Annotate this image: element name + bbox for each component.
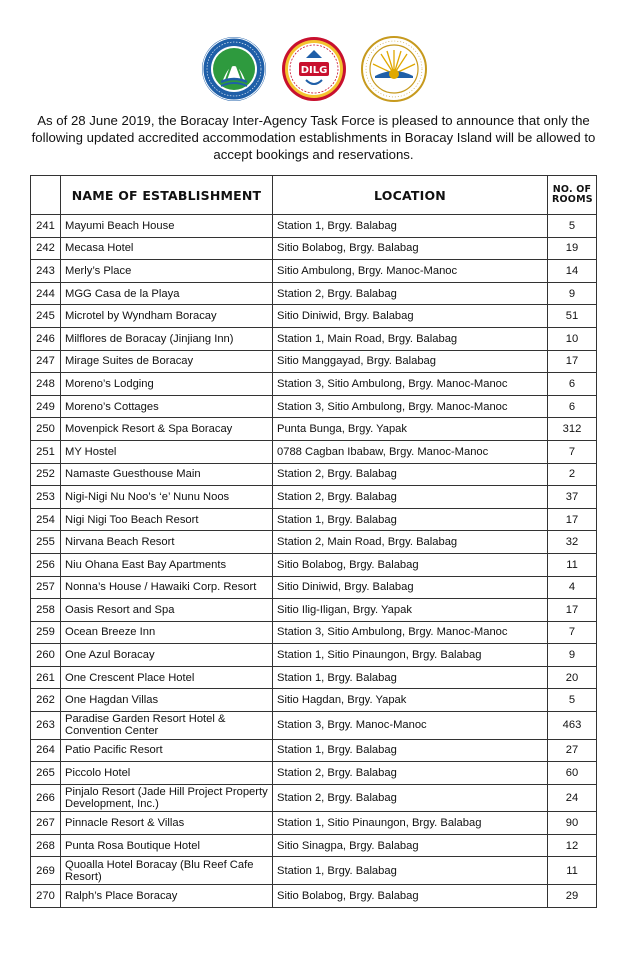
location-cell: Station 1, Brgy. Balabag xyxy=(273,666,548,689)
table-row xyxy=(31,599,597,622)
table-row xyxy=(31,621,597,644)
rooms-count-cell: 312 xyxy=(548,418,597,441)
rooms-count-cell: 5 xyxy=(548,215,597,238)
table-row xyxy=(31,327,597,350)
table-row xyxy=(31,689,597,712)
row-number-cell: 265 xyxy=(31,762,61,785)
row-number-cell: 269 xyxy=(31,857,61,885)
name-column-header: NAME OF ESTABLISHMENT xyxy=(61,176,273,215)
table-row xyxy=(31,440,597,463)
row-number-cell: 270 xyxy=(31,884,61,907)
table-row xyxy=(31,531,597,554)
rooms-count-cell: 463 xyxy=(548,712,597,740)
establishment-name-cell: MGG Casa de la Playa xyxy=(61,282,273,305)
table-row xyxy=(31,712,597,740)
row-number-cell: 262 xyxy=(31,689,61,712)
location-cell: Station 2, Brgy. Balabag xyxy=(273,762,548,785)
rooms-count-cell: 27 xyxy=(548,739,597,762)
rooms-count-cell: 6 xyxy=(548,395,597,418)
location-cell: Sitio Bolabog, Brgy. Balabag xyxy=(273,884,548,907)
row-number-cell: 268 xyxy=(31,834,61,857)
table-row xyxy=(31,350,597,373)
establishment-name-cell: Microtel by Wyndham Boracay xyxy=(61,305,273,328)
table-row xyxy=(31,812,597,835)
table-row xyxy=(31,739,597,762)
location-cell: Sitio Hagdan, Brgy. Yapak xyxy=(273,689,548,712)
establishment-name-cell: Pinjalo Resort (Jade Hill Project Property Development, Inc.) xyxy=(61,784,273,812)
rooms-column-header xyxy=(548,176,597,215)
rooms-count-cell: 32 xyxy=(548,531,597,554)
rooms-header-line2: ROOMS xyxy=(552,194,593,205)
establishment-name-cell: Ralph’s Place Boracay xyxy=(61,884,273,907)
establishment-name-cell: Nigi-Nigi Nu Noo’s ‘e’ Nunu Noos xyxy=(61,486,273,509)
establishment-name-cell: Mecasa Hotel xyxy=(61,237,273,260)
table-body xyxy=(31,215,597,908)
location-cell: Sitio Manggayad, Brgy. Balabag xyxy=(273,350,548,373)
location-cell: Station 1, Sitio Pinaungon, Brgy. Balabag xyxy=(273,812,548,835)
establishment-name-cell: One Crescent Place Hotel xyxy=(61,666,273,689)
row-number-cell: 255 xyxy=(31,531,61,554)
location-cell: Sitio Sinagpa, Brgy. Balabag xyxy=(273,834,548,857)
row-number-cell: 259 xyxy=(31,621,61,644)
row-number-cell: 251 xyxy=(31,440,61,463)
row-number-cell: 263 xyxy=(31,712,61,740)
row-number-cell: 247 xyxy=(31,350,61,373)
location-cell: Sitio Bolabog, Brgy. Balabag xyxy=(273,553,548,576)
establishment-name-cell: One Hagdan Villas xyxy=(61,689,273,712)
row-number-cell: 249 xyxy=(31,395,61,418)
table-row xyxy=(31,215,597,238)
establishment-name-cell: Movenpick Resort & Spa Boracay xyxy=(61,418,273,441)
establishment-name-cell: Nonna’s House / Hawaiki Corp. Resort xyxy=(61,576,273,599)
rooms-count-cell: 24 xyxy=(548,784,597,812)
location-cell: Station 3, Sitio Ambulong, Brgy. Manoc-Manoc xyxy=(273,373,548,396)
table-row xyxy=(31,237,597,260)
table-row xyxy=(31,282,597,305)
table-row xyxy=(31,884,597,907)
establishment-name-cell: Oasis Resort and Spa xyxy=(61,599,273,622)
table-row xyxy=(31,508,597,531)
rooms-count-cell: 12 xyxy=(548,834,597,857)
row-number-cell: 245 xyxy=(31,305,61,328)
row-number-cell: 254 xyxy=(31,508,61,531)
table-row xyxy=(31,395,597,418)
location-cell: Station 3, Sitio Ambulong, Brgy. Manoc-Manoc xyxy=(273,621,548,644)
rooms-count-cell: 29 xyxy=(548,884,597,907)
table-row xyxy=(31,305,597,328)
location-cell: Station 1, Brgy. Balabag xyxy=(273,857,548,885)
rooms-count-cell: 2 xyxy=(548,463,597,486)
logo-row xyxy=(0,36,627,104)
location-cell: Station 2, Brgy. Balabag xyxy=(273,784,548,812)
dilg-logo-text: DILG xyxy=(300,65,328,76)
establishment-name-cell: MY Hostel xyxy=(61,440,273,463)
rooms-count-cell: 7 xyxy=(548,621,597,644)
table-row xyxy=(31,463,597,486)
rooms-count-cell: 37 xyxy=(548,486,597,509)
row-number-cell: 253 xyxy=(31,486,61,509)
establishment-name-cell: Paradise Garden Resort Hotel & Convention Center xyxy=(61,712,273,740)
row-number-cell: 256 xyxy=(31,553,61,576)
establishment-name-cell: Mayumi Beach House xyxy=(61,215,273,238)
table-row xyxy=(31,834,597,857)
row-number-cell: 252 xyxy=(31,463,61,486)
row-number-cell: 257 xyxy=(31,576,61,599)
location-cell: Station 2, Brgy. Balabag xyxy=(273,486,548,509)
dilg-seal-logo xyxy=(281,36,347,102)
row-number-cell: 250 xyxy=(31,418,61,441)
location-cell: Sitio Bolabog, Brgy. Balabag xyxy=(273,237,548,260)
rooms-count-cell: 51 xyxy=(548,305,597,328)
location-column-header: LOCATION xyxy=(273,176,548,215)
establishment-name-cell: Quoalla Hotel Boracay (Blu Reef Cafe Resort) xyxy=(61,857,273,885)
rooms-count-cell: 4 xyxy=(548,576,597,599)
row-number-cell: 261 xyxy=(31,666,61,689)
rooms-count-cell: 17 xyxy=(548,599,597,622)
location-cell: Station 2, Brgy. Balabag xyxy=(273,282,548,305)
row-number-cell: 243 xyxy=(31,260,61,283)
row-number-cell: 241 xyxy=(31,215,61,238)
rooms-count-cell: 17 xyxy=(548,350,597,373)
row-number-cell: 267 xyxy=(31,812,61,835)
establishment-name-cell: Pinnacle Resort & Villas xyxy=(61,812,273,835)
rooms-count-cell: 6 xyxy=(548,373,597,396)
establishment-name-cell: Piccolo Hotel xyxy=(61,762,273,785)
table-row xyxy=(31,762,597,785)
dot-seal-logo xyxy=(361,36,427,102)
table-row xyxy=(31,418,597,441)
rooms-count-cell: 17 xyxy=(548,508,597,531)
establishment-name-cell: Milflores de Boracay (Jinjiang Inn) xyxy=(61,327,273,350)
location-cell: Station 2, Brgy. Balabag xyxy=(273,463,548,486)
table-row xyxy=(31,576,597,599)
location-cell: Station 3, Brgy. Manoc-Manoc xyxy=(273,712,548,740)
rooms-count-cell: 11 xyxy=(548,553,597,576)
rooms-count-cell: 9 xyxy=(548,644,597,667)
row-number-cell: 244 xyxy=(31,282,61,305)
row-number-cell: 260 xyxy=(31,644,61,667)
establishment-name-cell: Namaste Guesthouse Main xyxy=(61,463,273,486)
table-row xyxy=(31,666,597,689)
location-cell: Station 2, Main Road, Brgy. Balabag xyxy=(273,531,548,554)
table-row xyxy=(31,644,597,667)
denr-seal-logo xyxy=(201,36,267,102)
establishment-name-cell: Merly’s Place xyxy=(61,260,273,283)
rooms-count-cell: 90 xyxy=(548,812,597,835)
table-row xyxy=(31,784,597,812)
establishment-name-cell: Ocean Breeze Inn xyxy=(61,621,273,644)
establishment-name-cell: Patio Pacific Resort xyxy=(61,739,273,762)
location-cell: Sitio Diniwid, Brgy. Balabag xyxy=(273,305,548,328)
announcement-text: As of 28 June 2019, the Boracay Inter-Agency Task Force is pleased to announce that only the following updated accredited accommodation establishments in Boracay Island will be allowed to accept bookings and reservations. xyxy=(31,113,596,162)
location-cell: 0788 Cagban Ibabaw, Brgy. Manoc-Manoc xyxy=(273,440,548,463)
rooms-count-cell: 14 xyxy=(548,260,597,283)
location-cell: Station 1, Sitio Pinaungon, Brgy. Balabag xyxy=(273,644,548,667)
establishment-name-cell: Moreno’s Cottages xyxy=(61,395,273,418)
row-number-cell: 264 xyxy=(31,739,61,762)
table-row xyxy=(31,373,597,396)
establishment-name-cell: Moreno’s Lodging xyxy=(61,373,273,396)
table-row xyxy=(31,857,597,885)
rooms-count-cell: 7 xyxy=(548,440,597,463)
location-cell: Station 1, Main Road, Brgy. Balabag xyxy=(273,327,548,350)
number-column-header xyxy=(31,176,61,215)
rooms-count-cell: 9 xyxy=(548,282,597,305)
location-cell: Station 3, Sitio Ambulong, Brgy. Manoc-Manoc xyxy=(273,395,548,418)
rooms-count-cell: 19 xyxy=(548,237,597,260)
establishments-table xyxy=(30,175,597,908)
row-number-cell: 248 xyxy=(31,373,61,396)
location-cell: Punta Bunga, Brgy. Yapak xyxy=(273,418,548,441)
rooms-count-cell: 60 xyxy=(548,762,597,785)
row-number-cell: 246 xyxy=(31,327,61,350)
table-row xyxy=(31,553,597,576)
establishment-name-cell: Nigi Nigi Too Beach Resort xyxy=(61,508,273,531)
rooms-count-cell: 5 xyxy=(548,689,597,712)
establishment-name-cell: One Azul Boracay xyxy=(61,644,273,667)
establishment-name-cell: Nirvana Beach Resort xyxy=(61,531,273,554)
rooms-count-cell: 10 xyxy=(548,327,597,350)
location-cell: Sitio Ilig-Iligan, Brgy. Yapak xyxy=(273,599,548,622)
rooms-count-cell: 11 xyxy=(548,857,597,885)
rooms-count-cell: 20 xyxy=(548,666,597,689)
establishment-name-cell: Niu Ohana East Bay Apartments xyxy=(61,553,273,576)
location-cell: Station 1, Brgy. Balabag xyxy=(273,508,548,531)
location-cell: Station 1, Brgy. Balabag xyxy=(273,215,548,238)
location-cell: Station 1, Brgy. Balabag xyxy=(273,739,548,762)
location-cell: Sitio Diniwid, Brgy. Balabag xyxy=(273,576,548,599)
table-row xyxy=(31,260,597,283)
table-row xyxy=(31,486,597,509)
rooms-header-line1: NO. OF xyxy=(552,184,592,195)
row-number-cell: 258 xyxy=(31,599,61,622)
establishment-name-cell: Punta Rosa Boutique Hotel xyxy=(61,834,273,857)
location-cell: Sitio Ambulong, Brgy. Manoc-Manoc xyxy=(273,260,548,283)
establishment-name-cell: Mirage Suites de Boracay xyxy=(61,350,273,373)
table-header-row xyxy=(31,176,597,215)
row-number-cell: 242 xyxy=(31,237,61,260)
row-number-cell: 266 xyxy=(31,784,61,812)
